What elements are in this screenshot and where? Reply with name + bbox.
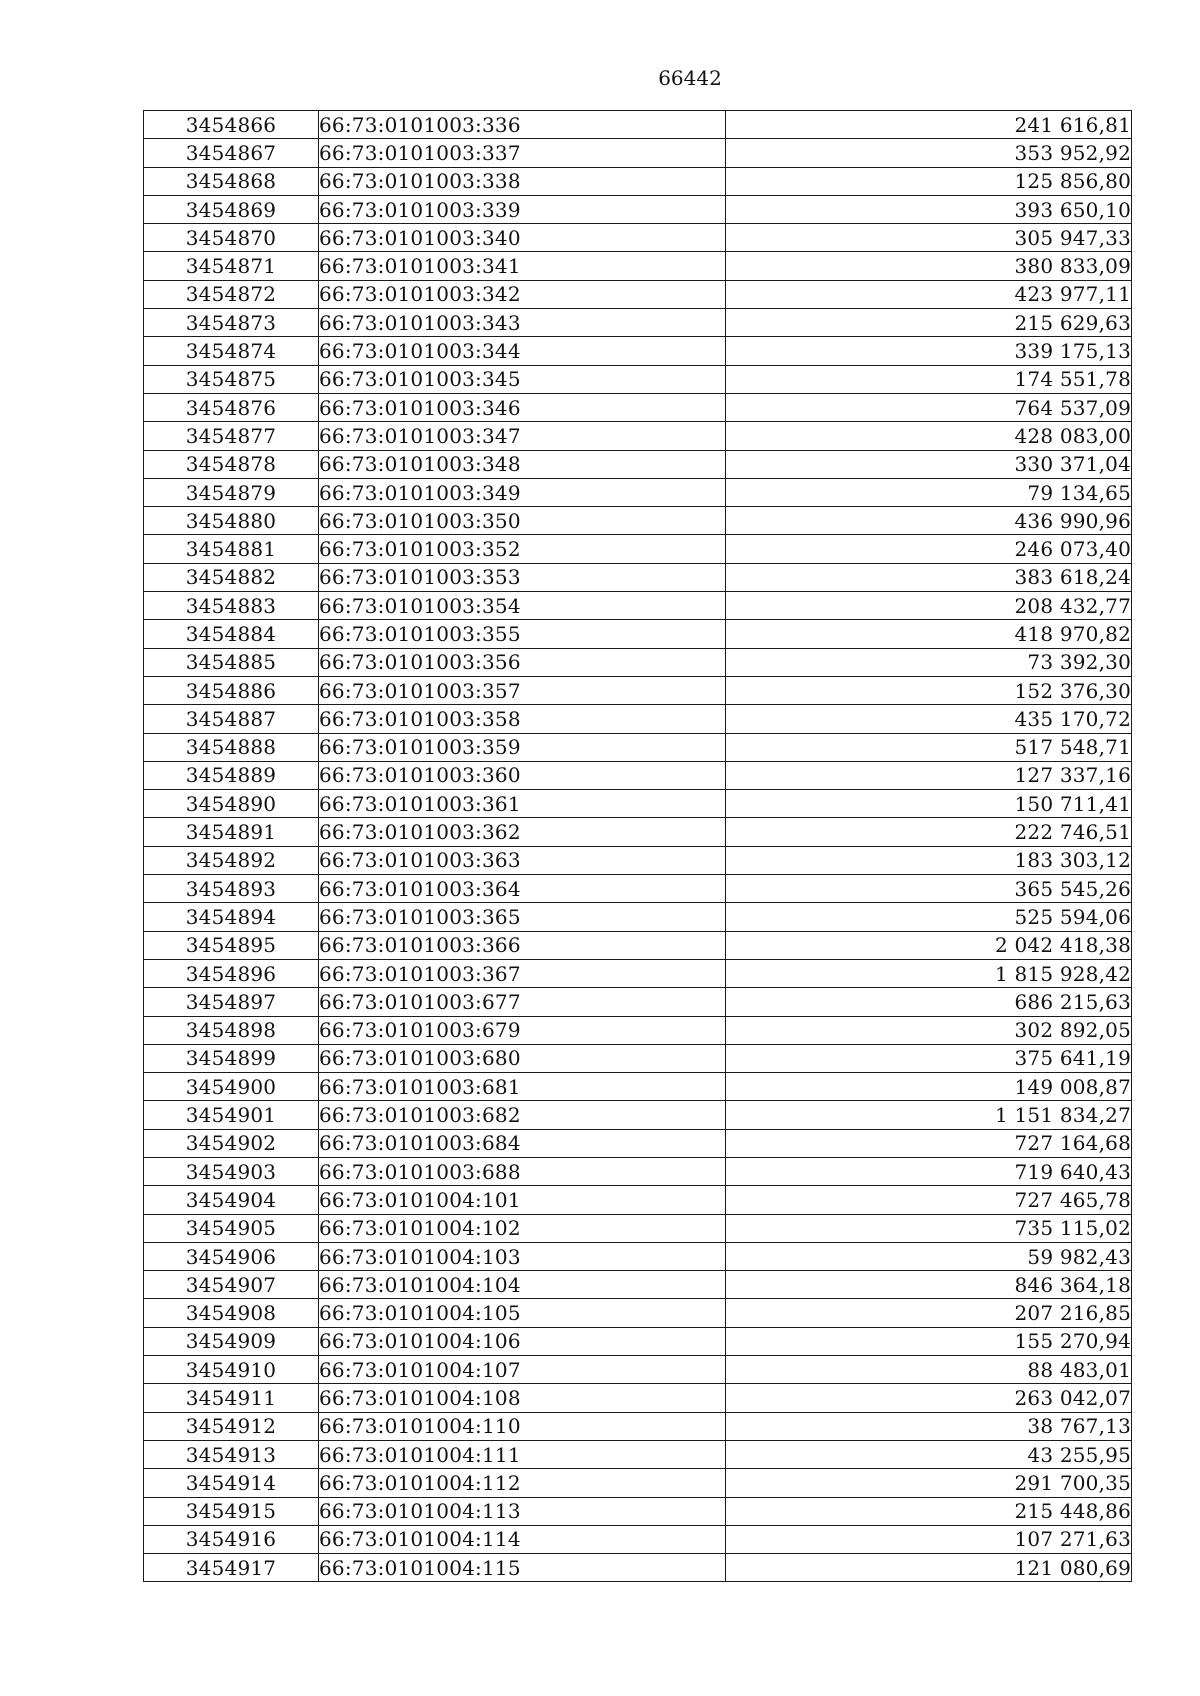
cadastral-number-cell: 66:73:0101003:355 <box>319 620 726 648</box>
record-id-cell: 3454898 <box>144 1016 319 1044</box>
cadastral-number-cell: 66:73:0101004:113 <box>319 1497 726 1525</box>
cadastral-value-cell: 305 947,33 <box>726 224 1132 252</box>
record-id-cell: 3454884 <box>144 620 319 648</box>
record-id-cell: 3454903 <box>144 1157 319 1185</box>
record-id-cell: 3454890 <box>144 790 319 818</box>
table-row <box>144 1016 1132 1044</box>
cadastral-number-cell: 66:73:0101004:115 <box>319 1554 726 1582</box>
table-row <box>144 988 1132 1016</box>
cadastral-number-cell: 66:73:0101003:361 <box>319 790 726 818</box>
cadastral-value-cell: 302 892,05 <box>726 1016 1132 1044</box>
cadastral-value-cell: 241 616,81 <box>726 111 1132 139</box>
table-row <box>144 648 1132 676</box>
cadastral-value-cell: 38 767,13 <box>726 1412 1132 1440</box>
table-row <box>144 111 1132 139</box>
cadastral-value-cell: 436 990,96 <box>726 507 1132 535</box>
cadastral-number-cell: 66:73:0101003:344 <box>319 337 726 365</box>
cadastral-number-cell: 66:73:0101003:680 <box>319 1044 726 1072</box>
cadastral-value-cell: 155 270,94 <box>726 1327 1132 1355</box>
cadastral-number-cell: 66:73:0101004:106 <box>319 1327 726 1355</box>
cadastral-value-cell: 215 629,63 <box>726 309 1132 337</box>
cadastral-value-cell: 152 376,30 <box>726 676 1132 704</box>
cadastral-value-cell: 125 856,80 <box>726 167 1132 195</box>
cadastral-value-cell: 263 042,07 <box>726 1384 1132 1412</box>
record-id-cell: 3454881 <box>144 535 319 563</box>
table-row <box>144 1440 1132 1468</box>
record-id-cell: 3454883 <box>144 592 319 620</box>
table-row <box>144 1299 1132 1327</box>
cadastral-number-cell: 66:73:0101003:679 <box>319 1016 726 1044</box>
cadastral-value-cell: 435 170,72 <box>726 705 1132 733</box>
page-number: 66442 <box>658 66 722 90</box>
cadastral-value-cell: 1 815 928,42 <box>726 959 1132 987</box>
record-id-cell: 3454892 <box>144 846 319 874</box>
table-row <box>144 252 1132 280</box>
cadastral-number-cell: 66:73:0101003:360 <box>319 761 726 789</box>
cadastral-number-cell: 66:73:0101003:356 <box>319 648 726 676</box>
record-id-cell: 3454875 <box>144 365 319 393</box>
cadastral-value-cell: 383 618,24 <box>726 563 1132 591</box>
record-id-cell: 3454910 <box>144 1356 319 1384</box>
cadastral-number-cell: 66:73:0101003:347 <box>319 422 726 450</box>
cadastral-value-cell: 735 115,02 <box>726 1214 1132 1242</box>
table-row <box>144 1157 1132 1185</box>
cadastral-number-cell: 66:73:0101003:337 <box>319 139 726 167</box>
table-row <box>144 280 1132 308</box>
cadastral-value-cell: 291 700,35 <box>726 1469 1132 1497</box>
cadastral-number-cell: 66:73:0101003:365 <box>319 903 726 931</box>
table-row <box>144 167 1132 195</box>
cadastral-value-cell: 121 080,69 <box>726 1554 1132 1582</box>
cadastral-value-cell: 719 640,43 <box>726 1157 1132 1185</box>
cadastral-value-cell: 365 545,26 <box>726 875 1132 903</box>
record-id-cell: 3454871 <box>144 252 319 280</box>
cadastral-value-cell: 727 465,78 <box>726 1186 1132 1214</box>
record-id-cell: 3454889 <box>144 761 319 789</box>
table-row <box>144 139 1132 167</box>
cadastral-number-cell: 66:73:0101003:345 <box>319 365 726 393</box>
registry-table-body <box>144 111 1132 1582</box>
cadastral-number-cell: 66:73:0101003:366 <box>319 931 726 959</box>
cadastral-number-cell: 66:73:0101004:107 <box>319 1356 726 1384</box>
cadastral-value-cell: 222 746,51 <box>726 818 1132 846</box>
table-row <box>144 1129 1132 1157</box>
record-id-cell: 3454909 <box>144 1327 319 1355</box>
record-id-cell: 3454912 <box>144 1412 319 1440</box>
record-id-cell: 3454866 <box>144 111 319 139</box>
record-id-cell: 3454899 <box>144 1044 319 1072</box>
cadastral-value-cell: 764 537,09 <box>726 393 1132 421</box>
cadastral-value-cell: 183 303,12 <box>726 846 1132 874</box>
table-row <box>144 1356 1132 1384</box>
record-id-cell: 3454915 <box>144 1497 319 1525</box>
record-id-cell: 3454907 <box>144 1271 319 1299</box>
record-id-cell: 3454917 <box>144 1554 319 1582</box>
cadastral-value-cell: 215 448,86 <box>726 1497 1132 1525</box>
record-id-cell: 3454916 <box>144 1525 319 1553</box>
cadastral-value-cell: 174 551,78 <box>726 365 1132 393</box>
table-row <box>144 705 1132 733</box>
cadastral-value-cell: 1 151 834,27 <box>726 1101 1132 1129</box>
table-row <box>144 790 1132 818</box>
record-id-cell: 3454870 <box>144 224 319 252</box>
record-id-cell: 3454867 <box>144 139 319 167</box>
record-id-cell: 3454900 <box>144 1073 319 1101</box>
record-id-cell: 3454888 <box>144 733 319 761</box>
cadastral-number-cell: 66:73:0101004:104 <box>319 1271 726 1299</box>
record-id-cell: 3454878 <box>144 450 319 478</box>
table-row <box>144 761 1132 789</box>
cadastral-value-cell: 208 432,77 <box>726 592 1132 620</box>
cadastral-value-cell: 59 982,43 <box>726 1242 1132 1270</box>
cadastral-value-cell: 149 008,87 <box>726 1073 1132 1101</box>
table-row <box>144 478 1132 506</box>
record-id-cell: 3454902 <box>144 1129 319 1157</box>
cadastral-number-cell: 66:73:0101003:684 <box>319 1129 726 1157</box>
record-id-cell: 3454880 <box>144 507 319 535</box>
cadastral-number-cell: 66:73:0101003:338 <box>319 167 726 195</box>
record-id-cell: 3454874 <box>144 337 319 365</box>
record-id-cell: 3454913 <box>144 1440 319 1468</box>
record-id-cell: 3454891 <box>144 818 319 846</box>
registry-table <box>143 110 1132 1582</box>
cadastral-value-cell: 246 073,40 <box>726 535 1132 563</box>
record-id-cell: 3454897 <box>144 988 319 1016</box>
cadastral-number-cell: 66:73:0101004:101 <box>319 1186 726 1214</box>
cadastral-number-cell: 66:73:0101003:362 <box>319 818 726 846</box>
cadastral-number-cell: 66:73:0101003:346 <box>319 393 726 421</box>
record-id-cell: 3454908 <box>144 1299 319 1327</box>
record-id-cell: 3454895 <box>144 931 319 959</box>
cadastral-value-cell: 73 392,30 <box>726 648 1132 676</box>
record-id-cell: 3454876 <box>144 393 319 421</box>
record-id-cell: 3454905 <box>144 1214 319 1242</box>
cadastral-number-cell: 66:73:0101004:111 <box>319 1440 726 1468</box>
cadastral-value-cell: 127 337,16 <box>726 761 1132 789</box>
table-row <box>144 337 1132 365</box>
cadastral-value-cell: 418 970,82 <box>726 620 1132 648</box>
cadastral-number-cell: 66:73:0101004:110 <box>319 1412 726 1440</box>
cadastral-value-cell: 43 255,95 <box>726 1440 1132 1468</box>
table-row <box>144 620 1132 648</box>
table-row <box>144 592 1132 620</box>
cadastral-number-cell: 66:73:0101003:677 <box>319 988 726 1016</box>
cadastral-value-cell: 375 641,19 <box>726 1044 1132 1072</box>
record-id-cell: 3454887 <box>144 705 319 733</box>
record-id-cell: 3454879 <box>144 478 319 506</box>
cadastral-number-cell: 66:73:0101003:367 <box>319 959 726 987</box>
cadastral-value-cell: 686 215,63 <box>726 988 1132 1016</box>
cadastral-value-cell: 79 134,65 <box>726 478 1132 506</box>
cadastral-value-cell: 517 548,71 <box>726 733 1132 761</box>
cadastral-number-cell: 66:73:0101003:353 <box>319 563 726 591</box>
cadastral-value-cell: 727 164,68 <box>726 1129 1132 1157</box>
record-id-cell: 3454869 <box>144 195 319 223</box>
table-row <box>144 1525 1132 1553</box>
cadastral-number-cell: 66:73:0101003:364 <box>319 875 726 903</box>
cadastral-value-cell: 393 650,10 <box>726 195 1132 223</box>
cadastral-number-cell: 66:73:0101003:354 <box>319 592 726 620</box>
table-row <box>144 1554 1132 1582</box>
cadastral-number-cell: 66:73:0101003:348 <box>319 450 726 478</box>
cadastral-number-cell: 66:73:0101003:682 <box>319 1101 726 1129</box>
cadastral-value-cell: 428 083,00 <box>726 422 1132 450</box>
cadastral-number-cell: 66:73:0101003:350 <box>319 507 726 535</box>
table-row <box>144 309 1132 337</box>
cadastral-number-cell: 66:73:0101003:357 <box>319 676 726 704</box>
cadastral-value-cell: 353 952,92 <box>726 139 1132 167</box>
cadastral-number-cell: 66:73:0101003:358 <box>319 705 726 733</box>
table-row <box>144 1271 1132 1299</box>
cadastral-value-cell: 423 977,11 <box>726 280 1132 308</box>
record-id-cell: 3454901 <box>144 1101 319 1129</box>
record-id-cell: 3454914 <box>144 1469 319 1497</box>
record-id-cell: 3454882 <box>144 563 319 591</box>
table-row <box>144 563 1132 591</box>
table-row <box>144 676 1132 704</box>
cadastral-value-cell: 846 364,18 <box>726 1271 1132 1299</box>
cadastral-number-cell: 66:73:0101003:688 <box>319 1157 726 1185</box>
record-id-cell: 3454872 <box>144 280 319 308</box>
cadastral-value-cell: 330 371,04 <box>726 450 1132 478</box>
record-id-cell: 3454877 <box>144 422 319 450</box>
record-id-cell: 3454906 <box>144 1242 319 1270</box>
cadastral-number-cell: 66:73:0101004:105 <box>319 1299 726 1327</box>
table-row <box>144 1242 1132 1270</box>
table-row <box>144 195 1132 223</box>
cadastral-number-cell: 66:73:0101003:343 <box>319 309 726 337</box>
record-id-cell: 3454896 <box>144 959 319 987</box>
record-id-cell: 3454904 <box>144 1186 319 1214</box>
cadastral-number-cell: 66:73:0101004:102 <box>319 1214 726 1242</box>
cadastral-number-cell: 66:73:0101003:363 <box>319 846 726 874</box>
table-row <box>144 535 1132 563</box>
cadastral-value-cell: 107 271,63 <box>726 1525 1132 1553</box>
table-row <box>144 1101 1132 1129</box>
record-id-cell: 3454894 <box>144 903 319 931</box>
table-row <box>144 1044 1132 1072</box>
cadastral-value-cell: 150 711,41 <box>726 790 1132 818</box>
table-row <box>144 846 1132 874</box>
cadastral-number-cell: 66:73:0101003:340 <box>319 224 726 252</box>
record-id-cell: 3454911 <box>144 1384 319 1412</box>
record-id-cell: 3454868 <box>144 167 319 195</box>
table-row <box>144 1384 1132 1412</box>
table-row <box>144 1073 1132 1101</box>
record-id-cell: 3454885 <box>144 648 319 676</box>
cadastral-number-cell: 66:73:0101003:359 <box>319 733 726 761</box>
cadastral-value-cell: 88 483,01 <box>726 1356 1132 1384</box>
cadastral-number-cell: 66:73:0101004:114 <box>319 1525 726 1553</box>
table-row <box>144 422 1132 450</box>
table-row <box>144 450 1132 478</box>
cadastral-number-cell: 66:73:0101003:341 <box>319 252 726 280</box>
cadastral-value-cell: 339 175,13 <box>726 337 1132 365</box>
cadastral-number-cell: 66:73:0101004:112 <box>319 1469 726 1497</box>
table-row <box>144 1469 1132 1497</box>
table-row <box>144 507 1132 535</box>
cadastral-number-cell: 66:73:0101003:349 <box>319 478 726 506</box>
cadastral-value-cell: 2 042 418,38 <box>726 931 1132 959</box>
cadastral-number-cell: 66:73:0101003:336 <box>319 111 726 139</box>
table-row <box>144 365 1132 393</box>
table-row <box>144 1214 1132 1242</box>
table-row <box>144 903 1132 931</box>
table-row <box>144 1497 1132 1525</box>
record-id-cell: 3454886 <box>144 676 319 704</box>
cadastral-value-cell: 525 594,06 <box>726 903 1132 931</box>
cadastral-number-cell: 66:73:0101003:352 <box>319 535 726 563</box>
cadastral-number-cell: 66:73:0101004:103 <box>319 1242 726 1270</box>
table-row <box>144 931 1132 959</box>
table-row <box>144 818 1132 846</box>
cadastral-value-cell: 380 833,09 <box>726 252 1132 280</box>
table-row <box>144 1412 1132 1440</box>
record-id-cell: 3454893 <box>144 875 319 903</box>
table-row <box>144 1186 1132 1214</box>
cadastral-number-cell: 66:73:0101003:681 <box>319 1073 726 1101</box>
cadastral-value-cell: 207 216,85 <box>726 1299 1132 1327</box>
table-row <box>144 733 1132 761</box>
table-row <box>144 224 1132 252</box>
table-row <box>144 959 1132 987</box>
record-id-cell: 3454873 <box>144 309 319 337</box>
table-row <box>144 1327 1132 1355</box>
table-row <box>144 875 1132 903</box>
cadastral-number-cell: 66:73:0101003:339 <box>319 195 726 223</box>
table-row <box>144 393 1132 421</box>
cadastral-number-cell: 66:73:0101004:108 <box>319 1384 726 1412</box>
cadastral-number-cell: 66:73:0101003:342 <box>319 280 726 308</box>
